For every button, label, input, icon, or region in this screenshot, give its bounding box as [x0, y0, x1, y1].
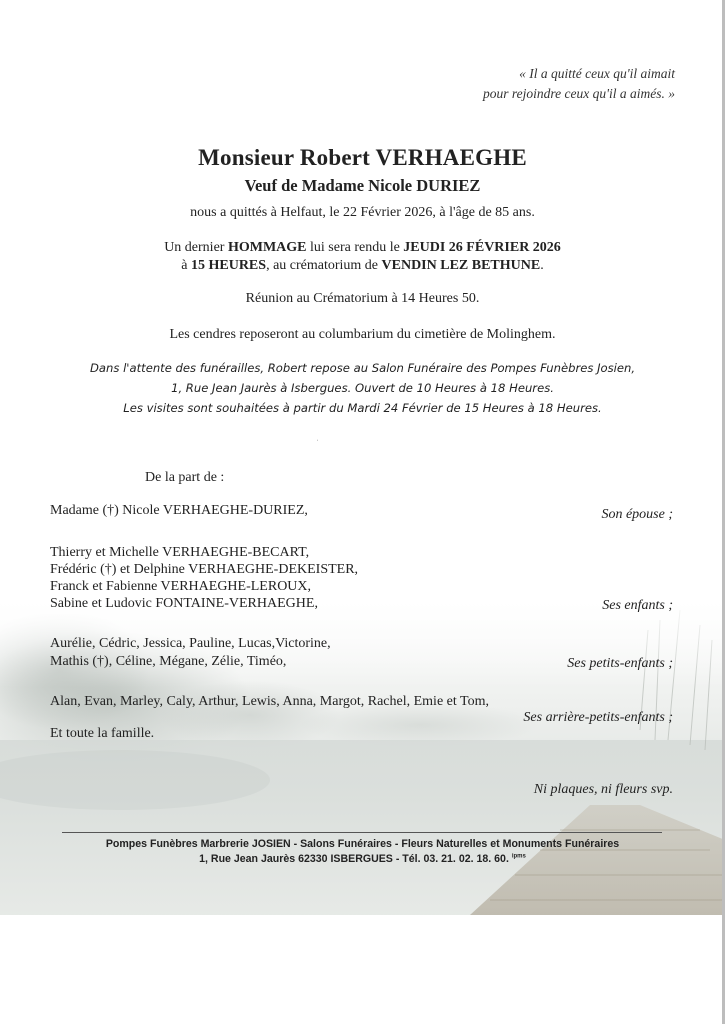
child-line-2: Frédéric (†) et Delphine VERHAEGHE-DEKEISTER,	[50, 562, 359, 577]
grandchild-line-1: Aurélie, Cédric, Jessica, Pauline, Lucas,Victorine,	[50, 636, 331, 651]
footer-sup: ipms	[511, 853, 526, 860]
deceased-name: Monsieur Robert VERHAEGHE	[198, 145, 527, 170]
reunion-info: Réunion au Crématorium à 14 Heures 50.	[245, 291, 480, 306]
ashes-info: Les cendres reposeront au columbarium du cimetière de Molinghem.	[169, 327, 556, 342]
hommage-line-2	[0, 258, 725, 274]
hommage-place: VENDIN LEZ BETHUNE	[381, 258, 541, 273]
hommage-date: JEUDI 26 FÉVRIER 2026	[403, 240, 561, 255]
great-grandchildren-role: Ses arrière-petits-enfants ;	[523, 710, 673, 725]
hommage-text-2: lui sera rendu le	[306, 240, 404, 255]
hommage-text-5: .	[540, 258, 544, 273]
footer-address: 1, Rue Jean Jaurès 62330 ISBERGUES - Tél. 03. 21. 02. 18. 60.	[199, 853, 509, 865]
hommage-time: 15 HEURES	[190, 258, 267, 273]
hommage-text-4: , au crématorium de	[266, 258, 382, 273]
scan-speck: ˌ	[316, 432, 319, 441]
salon-line-1: Dans l'attente des funérailles, Robert repose au Salon Funéraire des Pompes Funèbres Josien,	[89, 361, 636, 375]
grandchild-line-2: Mathis (†), Céline, Mégane, Zélie, Timéo,	[50, 654, 287, 669]
hommage-bold-1: HOMMAGE	[227, 240, 307, 255]
footer-divider	[62, 832, 662, 833]
grandchildren-role: Ses petits-enfants ;	[567, 656, 673, 671]
widower-of: Veuf de Madame Nicole DURIEZ	[244, 176, 481, 195]
great-grandchildren-line: Alan, Evan, Marley, Caly, Arthur, Lewis, Anna, Margot, Rachel, Emie et Tom,	[50, 694, 489, 709]
whole-family: Et toute la famille.	[50, 726, 155, 741]
child-line-4: Sabine et Ludovic FONTAINE-VERHAEGHE,	[50, 596, 318, 611]
salon-line-2: 1, Rue Jean Jaurès à Isbergues. Ouvert de 10 Heures à 18 Heures.	[171, 381, 554, 395]
footer-line-2	[0, 853, 725, 865]
quote-line-2: pour rejoindre ceux qu'il a aimés. »	[483, 86, 675, 101]
spouse-role: Son épouse ;	[601, 507, 673, 522]
children-role: Ses enfants ;	[602, 598, 673, 613]
child-line-3: Franck et Fabienne VERHAEGHE-LEROUX,	[50, 579, 312, 594]
de-la-part-heading: De la part de :	[145, 470, 225, 485]
epitaph-quote	[483, 64, 675, 104]
death-notice: nous a quittés à Helfaut, le 22 Février 2026, à l'âge de 85 ans.	[190, 205, 535, 220]
hommage-line-1	[0, 240, 725, 256]
salon-line-3: Les visites sont souhaitées à partir du Mardi 24 Février de 15 Heures à 18 Heures.	[123, 401, 602, 415]
spouse-name: Madame (†) Nicole VERHAEGHE-DURIEZ,	[50, 503, 308, 518]
footer-line-1: Pompes Funèbres Marbrerie JOSIEN - Salons Funéraires - Fleurs Naturelles et Monuments Funéraires	[105, 838, 620, 850]
hommage-text-3: à	[181, 258, 191, 273]
child-line-1: Thierry et Michelle VERHAEGHE-BECART,	[50, 545, 310, 560]
quote-line-1: « Il a quitté ceux qu'il aimait	[519, 66, 675, 81]
hommage-text-1: Un dernier	[164, 240, 228, 255]
no-flowers-note: Ni plaques, ni fleurs svp.	[533, 782, 673, 797]
